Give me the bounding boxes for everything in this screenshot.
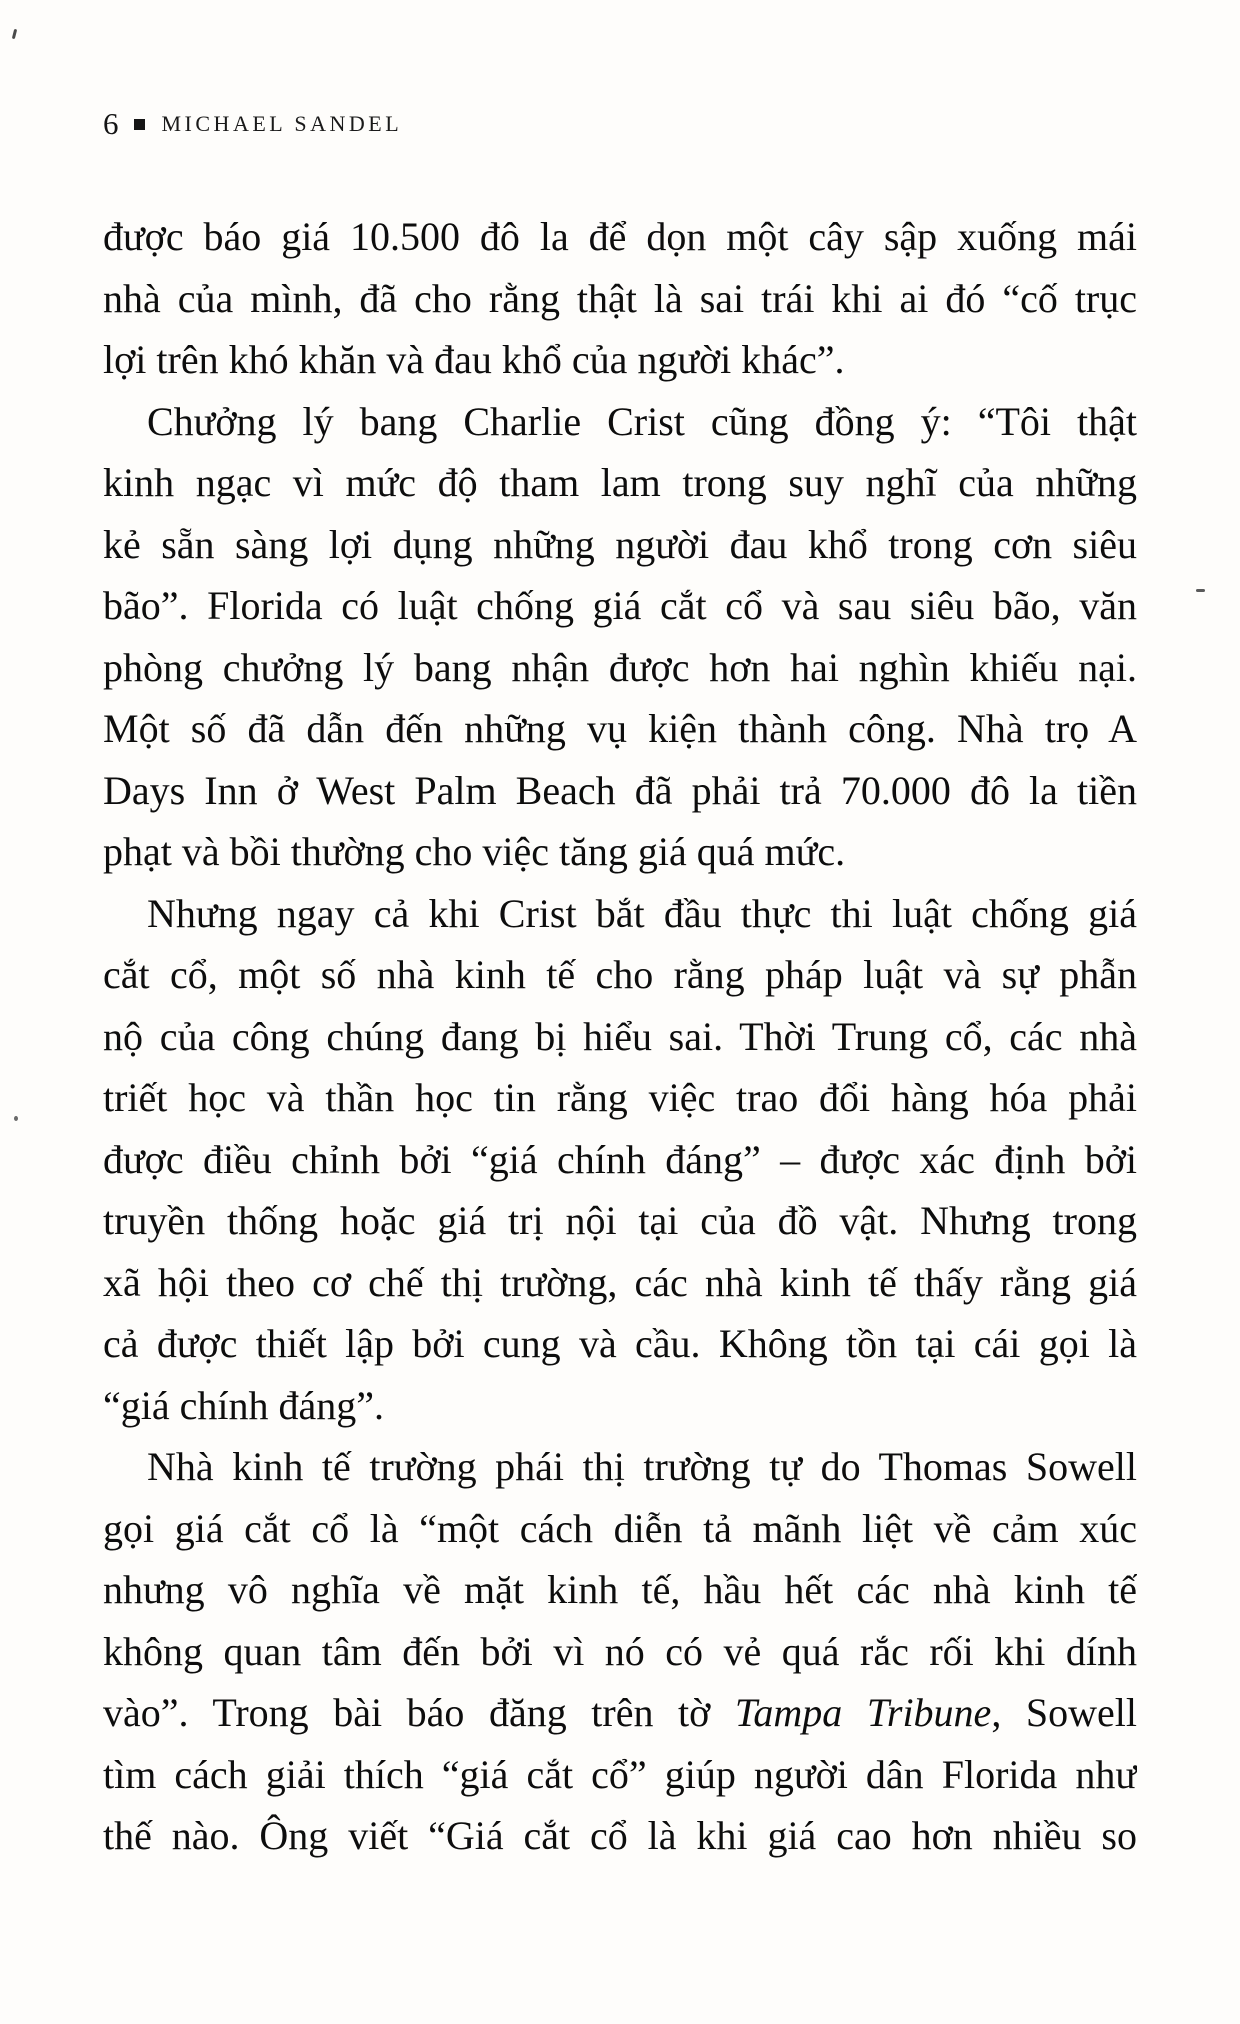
text-segment: cả được thiết lập bởi cung và cầu. Không tồn tại cái gọi là bbox=[103, 1321, 1137, 1366]
text-segment: triết học và thần học tin rằng việc trao đổi hàng hóa phải bbox=[103, 1075, 1137, 1120]
text-segment: “giá chính đáng”. bbox=[103, 1382, 384, 1428]
page-body-text bbox=[103, 206, 1137, 1867]
scan-speck-icon bbox=[1196, 589, 1205, 592]
text-line bbox=[103, 514, 1137, 576]
text-line bbox=[103, 268, 1137, 330]
text-line bbox=[103, 1067, 1137, 1129]
text-segment: cắt cổ, một số nhà kinh tế cho rằng pháp luật và sự phẫn bbox=[103, 952, 1137, 997]
text-segment: bão”. Florida có luật chống giá cắt cổ và sau siêu bão, văn bbox=[103, 583, 1137, 628]
text-line bbox=[103, 637, 1137, 699]
text-line bbox=[103, 1190, 1137, 1252]
running-head bbox=[103, 102, 402, 146]
text-line bbox=[103, 1252, 1137, 1314]
text-segment: Days Inn ở West Palm Beach đã phải trả 70.000 đô la tiền bbox=[103, 767, 1137, 813]
text-segment: không quan tâm đến bởi vì nó có vẻ quá rắc rối khi dính bbox=[103, 1628, 1137, 1674]
text-line bbox=[103, 698, 1137, 760]
text-segment: gọi giá cắt cổ là “một cách diễn tả mãnh liệt về cảm xúc bbox=[103, 1505, 1137, 1551]
scan-speck-icon bbox=[14, 1116, 18, 1121]
paragraph bbox=[103, 883, 1137, 1437]
text-line bbox=[103, 1436, 1137, 1498]
paragraph bbox=[103, 1436, 1137, 1867]
text-segment: lợi trên khó khăn và đau khổ của người khác”. bbox=[103, 337, 845, 382]
text-line bbox=[103, 1006, 1137, 1068]
text-line bbox=[103, 329, 1137, 391]
text-line bbox=[103, 1129, 1137, 1191]
text-line bbox=[103, 883, 1137, 945]
text-line bbox=[103, 1805, 1137, 1867]
text-segment: tìm cách giải thích “giá cắt cổ” giúp người dân Florida như bbox=[103, 1751, 1137, 1797]
text-segment: Một số đã dẫn đến những vụ kiện thành công. Nhà trọ A bbox=[103, 706, 1137, 751]
text-line bbox=[103, 1744, 1137, 1806]
text-line bbox=[103, 1375, 1137, 1437]
text-segment: Nhưng ngay cả khi Crist bắt đầu thực thi luật chống giá bbox=[147, 890, 1137, 936]
square-separator-icon bbox=[134, 119, 145, 130]
author-running-head: MICHAEL SANDEL bbox=[161, 111, 403, 136]
text-segment: , Sowell bbox=[991, 1690, 1137, 1735]
text-segment: Chưởng lý bang Charlie Crist cũng đồng ý: “Tôi thật bbox=[147, 398, 1137, 444]
text-line bbox=[103, 391, 1137, 453]
text-line bbox=[103, 760, 1137, 822]
text-segment: được báo giá 10.500 đô la để dọn một cây sập xuống mái bbox=[103, 214, 1137, 259]
text-line bbox=[103, 1559, 1137, 1621]
text-line bbox=[103, 1621, 1137, 1683]
text-line bbox=[103, 1498, 1137, 1560]
text-line bbox=[103, 821, 1137, 883]
text-segment: nộ của công chúng đang bị hiểu sai. Thời Trung cổ, các nhà bbox=[103, 1013, 1137, 1059]
paragraph bbox=[103, 391, 1137, 883]
text-segment: nhưng vô nghĩa về mặt kinh tế, hầu hết các nhà kinh tế bbox=[103, 1567, 1137, 1612]
page-number: 6 bbox=[103, 106, 119, 141]
text-segment: kinh ngạc vì mức độ tham lam trong suy nghĩ của những bbox=[103, 460, 1137, 505]
text-line bbox=[103, 1313, 1137, 1375]
text-segment: thế nào. Ông viết “Giá cắt cổ là khi giá cao hơn nhiều so bbox=[103, 1813, 1137, 1858]
italic-text-segment: Tampa Tribune bbox=[734, 1690, 992, 1735]
text-segment: Nhà kinh tế trường phái thị trường tự do Thomas Sowell bbox=[147, 1444, 1137, 1489]
text-line bbox=[103, 452, 1137, 514]
paragraph bbox=[103, 206, 1137, 391]
text-segment: kẻ sẵn sàng lợi dụng những người đau khổ trong cơn siêu bbox=[103, 521, 1137, 567]
text-line bbox=[103, 575, 1137, 637]
text-segment: truyền thống hoặc giá trị nội tại của đồ vật. Nhưng trong bbox=[103, 1198, 1137, 1243]
text-line bbox=[103, 206, 1137, 268]
text-line bbox=[103, 1682, 1137, 1744]
text-segment: nhà của mình, đã cho rằng thật là sai trái khi ai đó “cố trục bbox=[103, 275, 1137, 321]
text-segment: xã hội theo cơ chế thị trường, các nhà kinh tế thấy rằng giá bbox=[103, 1259, 1137, 1305]
text-line bbox=[103, 944, 1137, 1006]
scan-speck-icon bbox=[12, 29, 17, 39]
text-segment: phạt và bồi thường cho việc tăng giá quá mức. bbox=[103, 829, 846, 874]
text-segment: được điều chỉnh bởi “giá chính đáng” – được xác định bởi bbox=[103, 1136, 1137, 1182]
text-segment: vào”. Trong bài báo đăng trên tờ bbox=[103, 1690, 735, 1735]
text-segment: phòng chưởng lý bang nhận được hơn hai nghìn khiếu nại. bbox=[103, 644, 1137, 690]
